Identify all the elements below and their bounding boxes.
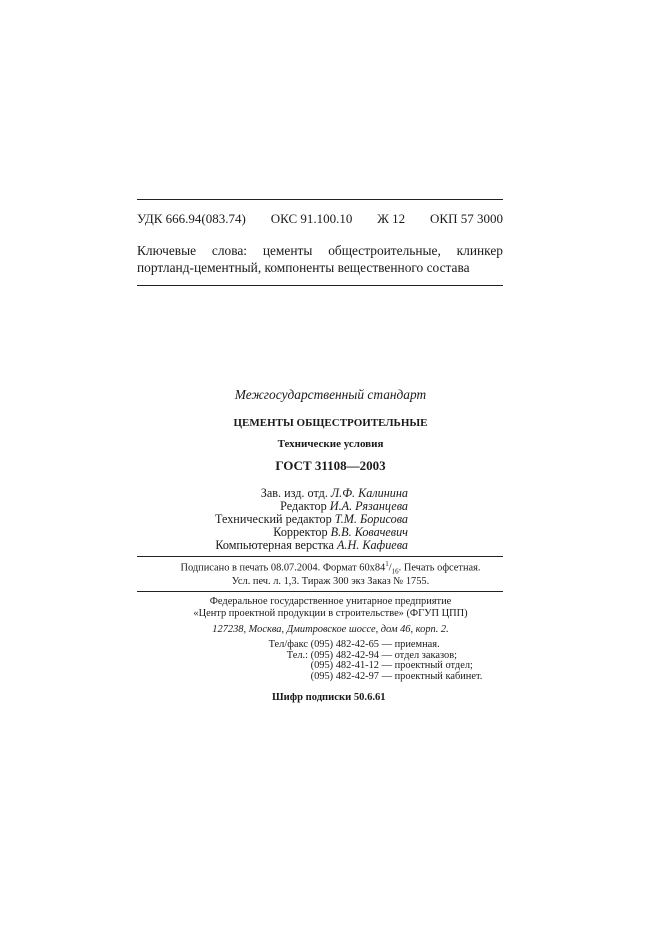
staff-row bbox=[215, 539, 408, 552]
keywords-text: Ключевые слова: цементы общестроительные, клинкер портланд-цементный, компоненты вещественного состава bbox=[137, 243, 503, 275]
phone-number: (095) 482-42-94 bbox=[310, 649, 380, 661]
phone-row bbox=[256, 672, 482, 683]
top-rule bbox=[137, 199, 503, 200]
zh-code: Ж 12 bbox=[377, 211, 406, 226]
phone-label: Тел.: bbox=[286, 649, 308, 661]
udk-code: УДК 666.94(083.74) bbox=[137, 211, 246, 226]
document-subtitle: Технические условия bbox=[277, 438, 384, 450]
phone-label: Тел/факс bbox=[268, 639, 308, 650]
phone-number: (095) 482-42-65 bbox=[310, 639, 380, 650]
phone-number: (095) 482-42-97 bbox=[310, 670, 380, 682]
classification-codes bbox=[137, 211, 503, 227]
publisher-address: 127238, Москва, Дмитровское шоссе, дом 46, корп. 2. bbox=[212, 624, 449, 635]
print-info-line-1: Подписано в печать 08.07.2004. Формат $60х84^1/_{16}$. Печать офсетная. bbox=[180, 560, 481, 576]
print-info-rule bbox=[137, 556, 503, 557]
publisher-line-2: «Центр проектной продукции в строительстве» (ФГУП ЦПП) bbox=[193, 608, 468, 619]
print-method: . Печать офсетная. bbox=[398, 562, 481, 574]
staff-role: Зав. изд. отд. bbox=[260, 486, 328, 500]
staff-name: В.В. Ковачевич bbox=[330, 525, 408, 539]
phone-desc: — проектный кабинет. bbox=[381, 670, 483, 682]
phone-desc: — отдел заказов; bbox=[381, 649, 458, 661]
staff-role: Компьютерная верстка bbox=[215, 538, 334, 552]
staff-name: Л.Ф. Калинина bbox=[330, 486, 408, 500]
publisher-rule bbox=[137, 591, 503, 592]
staff-name: А.Н. Кафиева bbox=[336, 538, 408, 552]
staff-role: Технический редактор bbox=[214, 512, 332, 526]
phone-label bbox=[256, 661, 308, 672]
gost-number: ГОСТ 31108—2003 bbox=[275, 458, 386, 473]
oks-code: ОКС 91.100.10 bbox=[270, 211, 353, 226]
staff-role: Корректор bbox=[273, 525, 328, 539]
staff-name: И.А. Рязанцева bbox=[329, 499, 408, 513]
print-date-format: Подписано в печать 08.07.2004. Формат 60х84 bbox=[180, 562, 386, 574]
keywords-rule bbox=[137, 285, 503, 286]
document-title: ЦЕМЕНТЫ ОБЩЕСТРОИТЕЛЬНЫЕ bbox=[233, 417, 428, 429]
format-superscript: 1 bbox=[385, 560, 389, 568]
phone-row bbox=[256, 640, 482, 651]
staff-name: Т.М. Борисова bbox=[334, 512, 408, 526]
publisher-line-1: Федеральное государственное унитарное предприятие bbox=[209, 596, 452, 607]
staff-role: Редактор bbox=[280, 499, 327, 513]
print-info-line-2: Усл. печ. л. 1,3. Тираж 300 экз Заказ № 1755. bbox=[231, 576, 430, 587]
phone-label bbox=[256, 672, 308, 683]
phone-number: (095) 482-41-12 bbox=[310, 660, 380, 672]
subscription-code: Шифр подписки 50.6.61 bbox=[272, 692, 386, 703]
okp-code: ОКП 57 3000 bbox=[430, 211, 503, 226]
phone-desc: — проектный отдел; bbox=[381, 660, 473, 672]
standard-series: Межгосударственный стандарт bbox=[234, 387, 427, 402]
staff-list bbox=[215, 487, 408, 552]
phone-list bbox=[256, 640, 482, 682]
format-subscript: 16 bbox=[391, 567, 399, 576]
phone-desc: — приемная. bbox=[381, 639, 440, 650]
